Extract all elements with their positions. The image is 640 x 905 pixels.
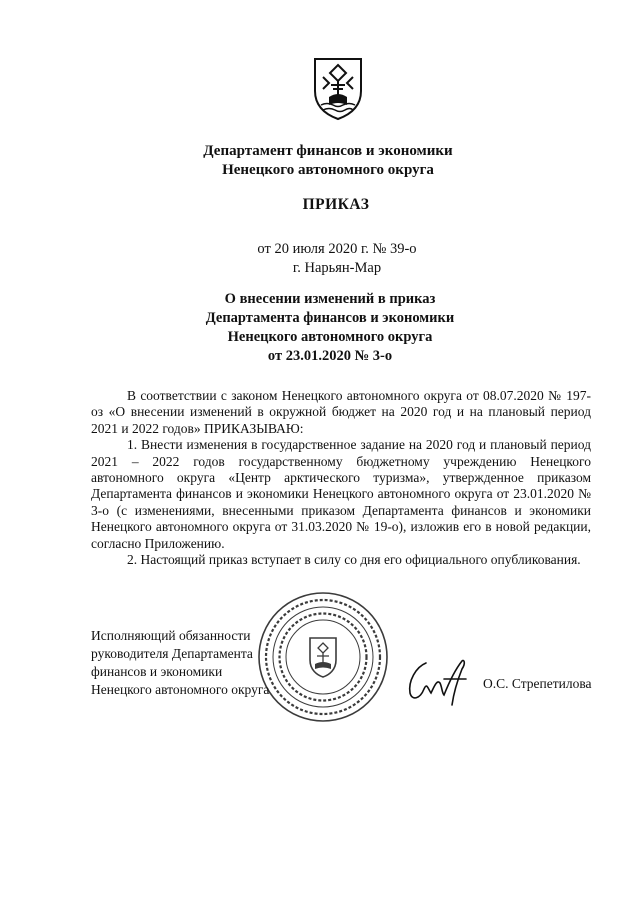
signatory-line-1: Исполняющий обязанности xyxy=(91,628,251,643)
subject-line-3: Ненецкого автономного округа xyxy=(227,329,433,345)
signatory-line-4: Ненецкого автономного округа xyxy=(91,682,270,697)
place: г. Нарьян-Мар xyxy=(292,260,382,276)
signatory-line-2: руководителя Департамента xyxy=(91,646,253,661)
item-2-paragraph: 2. Настоящий приказ вступает в силу со дня его официального опубликования. xyxy=(127,552,581,568)
document-type xyxy=(0,196,640,214)
signatory-title xyxy=(91,627,269,699)
preamble-paragraph: В соответствии с законом Ненецкого автономного округа от 08.07.2020 № 197-оз «О внесении изменений в окружной бюджет на 2020 год и на плановый период 2021 и 2022 годов» ПРИКАЗЫВАЮ: xyxy=(91,388,591,436)
official-stamp xyxy=(256,590,390,724)
date-number: от 20 июля 2020 г. № 39-о xyxy=(257,241,417,257)
org-line-2: Ненецкого автономного округа xyxy=(222,162,434,178)
document-body xyxy=(91,388,591,568)
document-type-label: ПРИКАЗ xyxy=(302,196,370,213)
coat-of-arms-icon xyxy=(311,55,365,121)
org-line-1: Департамент финансов и экономики xyxy=(203,143,453,159)
item-1-paragraph: 1. Внести изменения в государственное задание на 2020 год и плановый период 2021 – 2022 годов государственному бюджетному учреждению Ненецкого автономного округа «Центр арктического туризма», утвержденное приказом Департамента финансов и экономики Ненецкого автономного округа от 23.01.2020 № 3-о (с изменениями, внесенными приказом Департамента финансов и экономики Ненецкого автономного округа от 31.03.2020 № 19-о), изложив его в новой редакции, согласно Приложению. xyxy=(91,437,591,551)
subject-line-2: Департамента финансов и экономики xyxy=(205,310,455,326)
signatory-line-3: финансов и экономики xyxy=(91,664,223,679)
signer-name: О.С. Стрепетилова xyxy=(483,676,592,691)
subject-line-4: от 23.01.2020 № 3-о xyxy=(267,348,393,364)
subject-line-1: О внесении изменений в приказ xyxy=(224,291,436,307)
organization-name xyxy=(0,142,640,180)
handwritten-signature xyxy=(404,655,472,707)
document-meta xyxy=(0,240,640,278)
document-subject xyxy=(0,290,640,366)
